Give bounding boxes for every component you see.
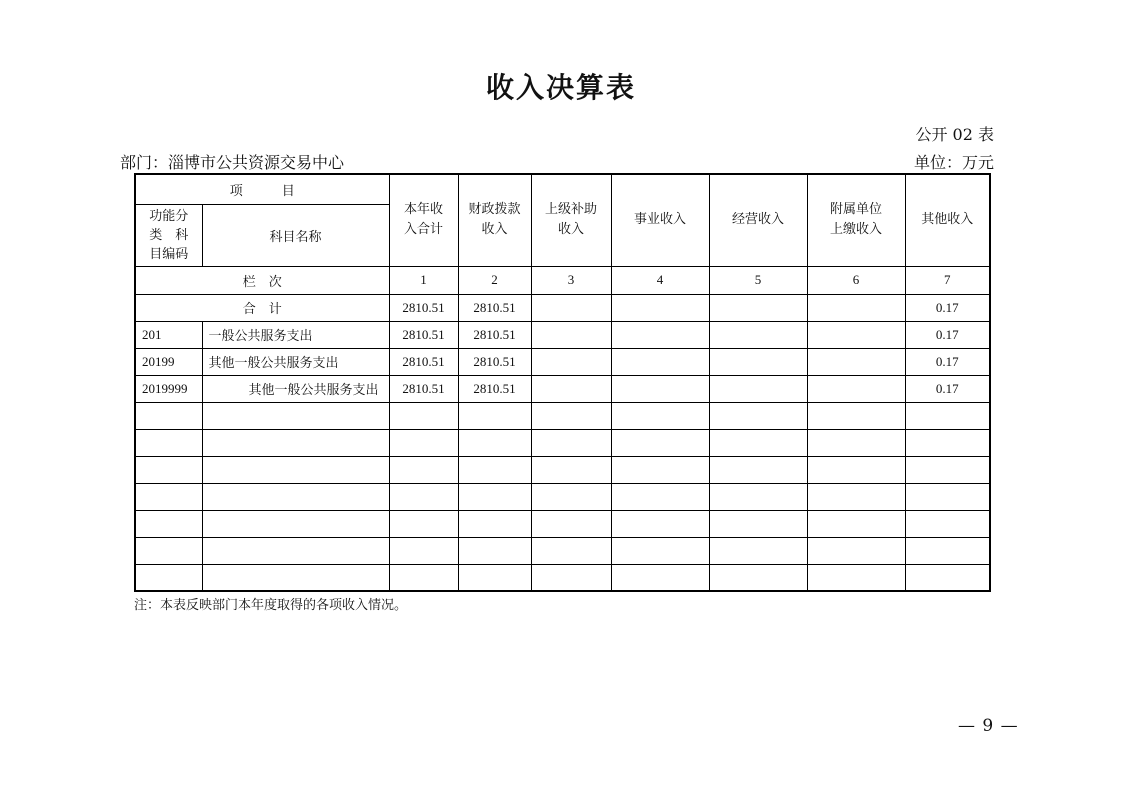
- header-col-4: 事业收入: [611, 174, 709, 266]
- row-value: [611, 321, 709, 348]
- empty-row: [135, 456, 990, 483]
- total-value: 2810.51: [458, 294, 531, 321]
- empty-row: [135, 564, 990, 591]
- table-row: [135, 348, 990, 375]
- header-col-2: 财政拨款收入: [458, 174, 531, 266]
- header-col-5: 经营收入: [709, 174, 807, 266]
- header-col-7: 其他收入: [905, 174, 990, 266]
- total-value: [531, 294, 611, 321]
- lane-number: 6: [807, 266, 905, 294]
- row-value: [531, 375, 611, 402]
- lane-number: 2: [458, 266, 531, 294]
- header-code: 功能分类 科目编码: [135, 204, 202, 266]
- row-name: 其他一般公共服务支出: [202, 375, 389, 402]
- row-value: 2810.51: [458, 321, 531, 348]
- form-number: 公开 02 表: [915, 125, 994, 144]
- row-name: 一般公共服务支出: [202, 321, 389, 348]
- page-number: — 9 —: [958, 716, 1019, 736]
- row-value: [709, 348, 807, 375]
- total-value: [709, 294, 807, 321]
- row-value: [531, 348, 611, 375]
- empty-row: [135, 510, 990, 537]
- empty-row: [135, 429, 990, 456]
- row-value: [807, 321, 905, 348]
- row-value: [709, 375, 807, 402]
- empty-row: [135, 483, 990, 510]
- row-code: 201: [135, 321, 202, 348]
- page-title: 收入决算表: [485, 71, 636, 104]
- row-value: 2810.51: [389, 321, 458, 348]
- unit-label: 单位：万元: [913, 153, 994, 172]
- header-col-1: 本年收入合计: [389, 174, 458, 266]
- row-value: [611, 375, 709, 402]
- row-value: 0.17: [905, 321, 990, 348]
- table-row: [135, 375, 990, 402]
- header-name: 科目名称: [202, 204, 389, 266]
- header-col-6: 附属单位上缴收入: [807, 174, 905, 266]
- table-note: 注：本表反映部门本年度取得的各项收入情况。: [134, 598, 408, 613]
- lane-number: 4: [611, 266, 709, 294]
- lane-number: 5: [709, 266, 807, 294]
- income-table: [134, 173, 991, 592]
- header-item: 项 目: [135, 174, 389, 204]
- row-value: 0.17: [905, 348, 990, 375]
- department-label: 部门：淄博市公共资源交易中心: [120, 153, 345, 172]
- row-name: 其他一般公共服务支出: [202, 348, 389, 375]
- row-value: [611, 348, 709, 375]
- lane-number: 7: [905, 266, 990, 294]
- total-label: 合 计: [135, 294, 389, 321]
- total-value: 0.17: [905, 294, 990, 321]
- row-value: 0.17: [905, 375, 990, 402]
- total-value: [807, 294, 905, 321]
- total-value: 2810.51: [389, 294, 458, 321]
- empty-row: [135, 537, 990, 564]
- row-value: 2810.51: [458, 348, 531, 375]
- empty-row: [135, 402, 990, 429]
- row-value: [709, 321, 807, 348]
- row-value: [807, 375, 905, 402]
- total-value: [611, 294, 709, 321]
- table-row: [135, 321, 990, 348]
- header-col-3: 上级补助收入: [531, 174, 611, 266]
- row-value: 2810.51: [389, 348, 458, 375]
- lane-label: 栏 次: [135, 266, 389, 294]
- row-value: [531, 321, 611, 348]
- total-row: [135, 294, 990, 321]
- row-code: 20199: [135, 348, 202, 375]
- lane-number: 1: [389, 266, 458, 294]
- row-value: 2810.51: [458, 375, 531, 402]
- lane-number: 3: [531, 266, 611, 294]
- header-row-1: [135, 174, 990, 204]
- row-value: 2810.51: [389, 375, 458, 402]
- lane-row: [135, 266, 990, 294]
- row-value: [807, 348, 905, 375]
- row-code: 2019999: [135, 375, 202, 402]
